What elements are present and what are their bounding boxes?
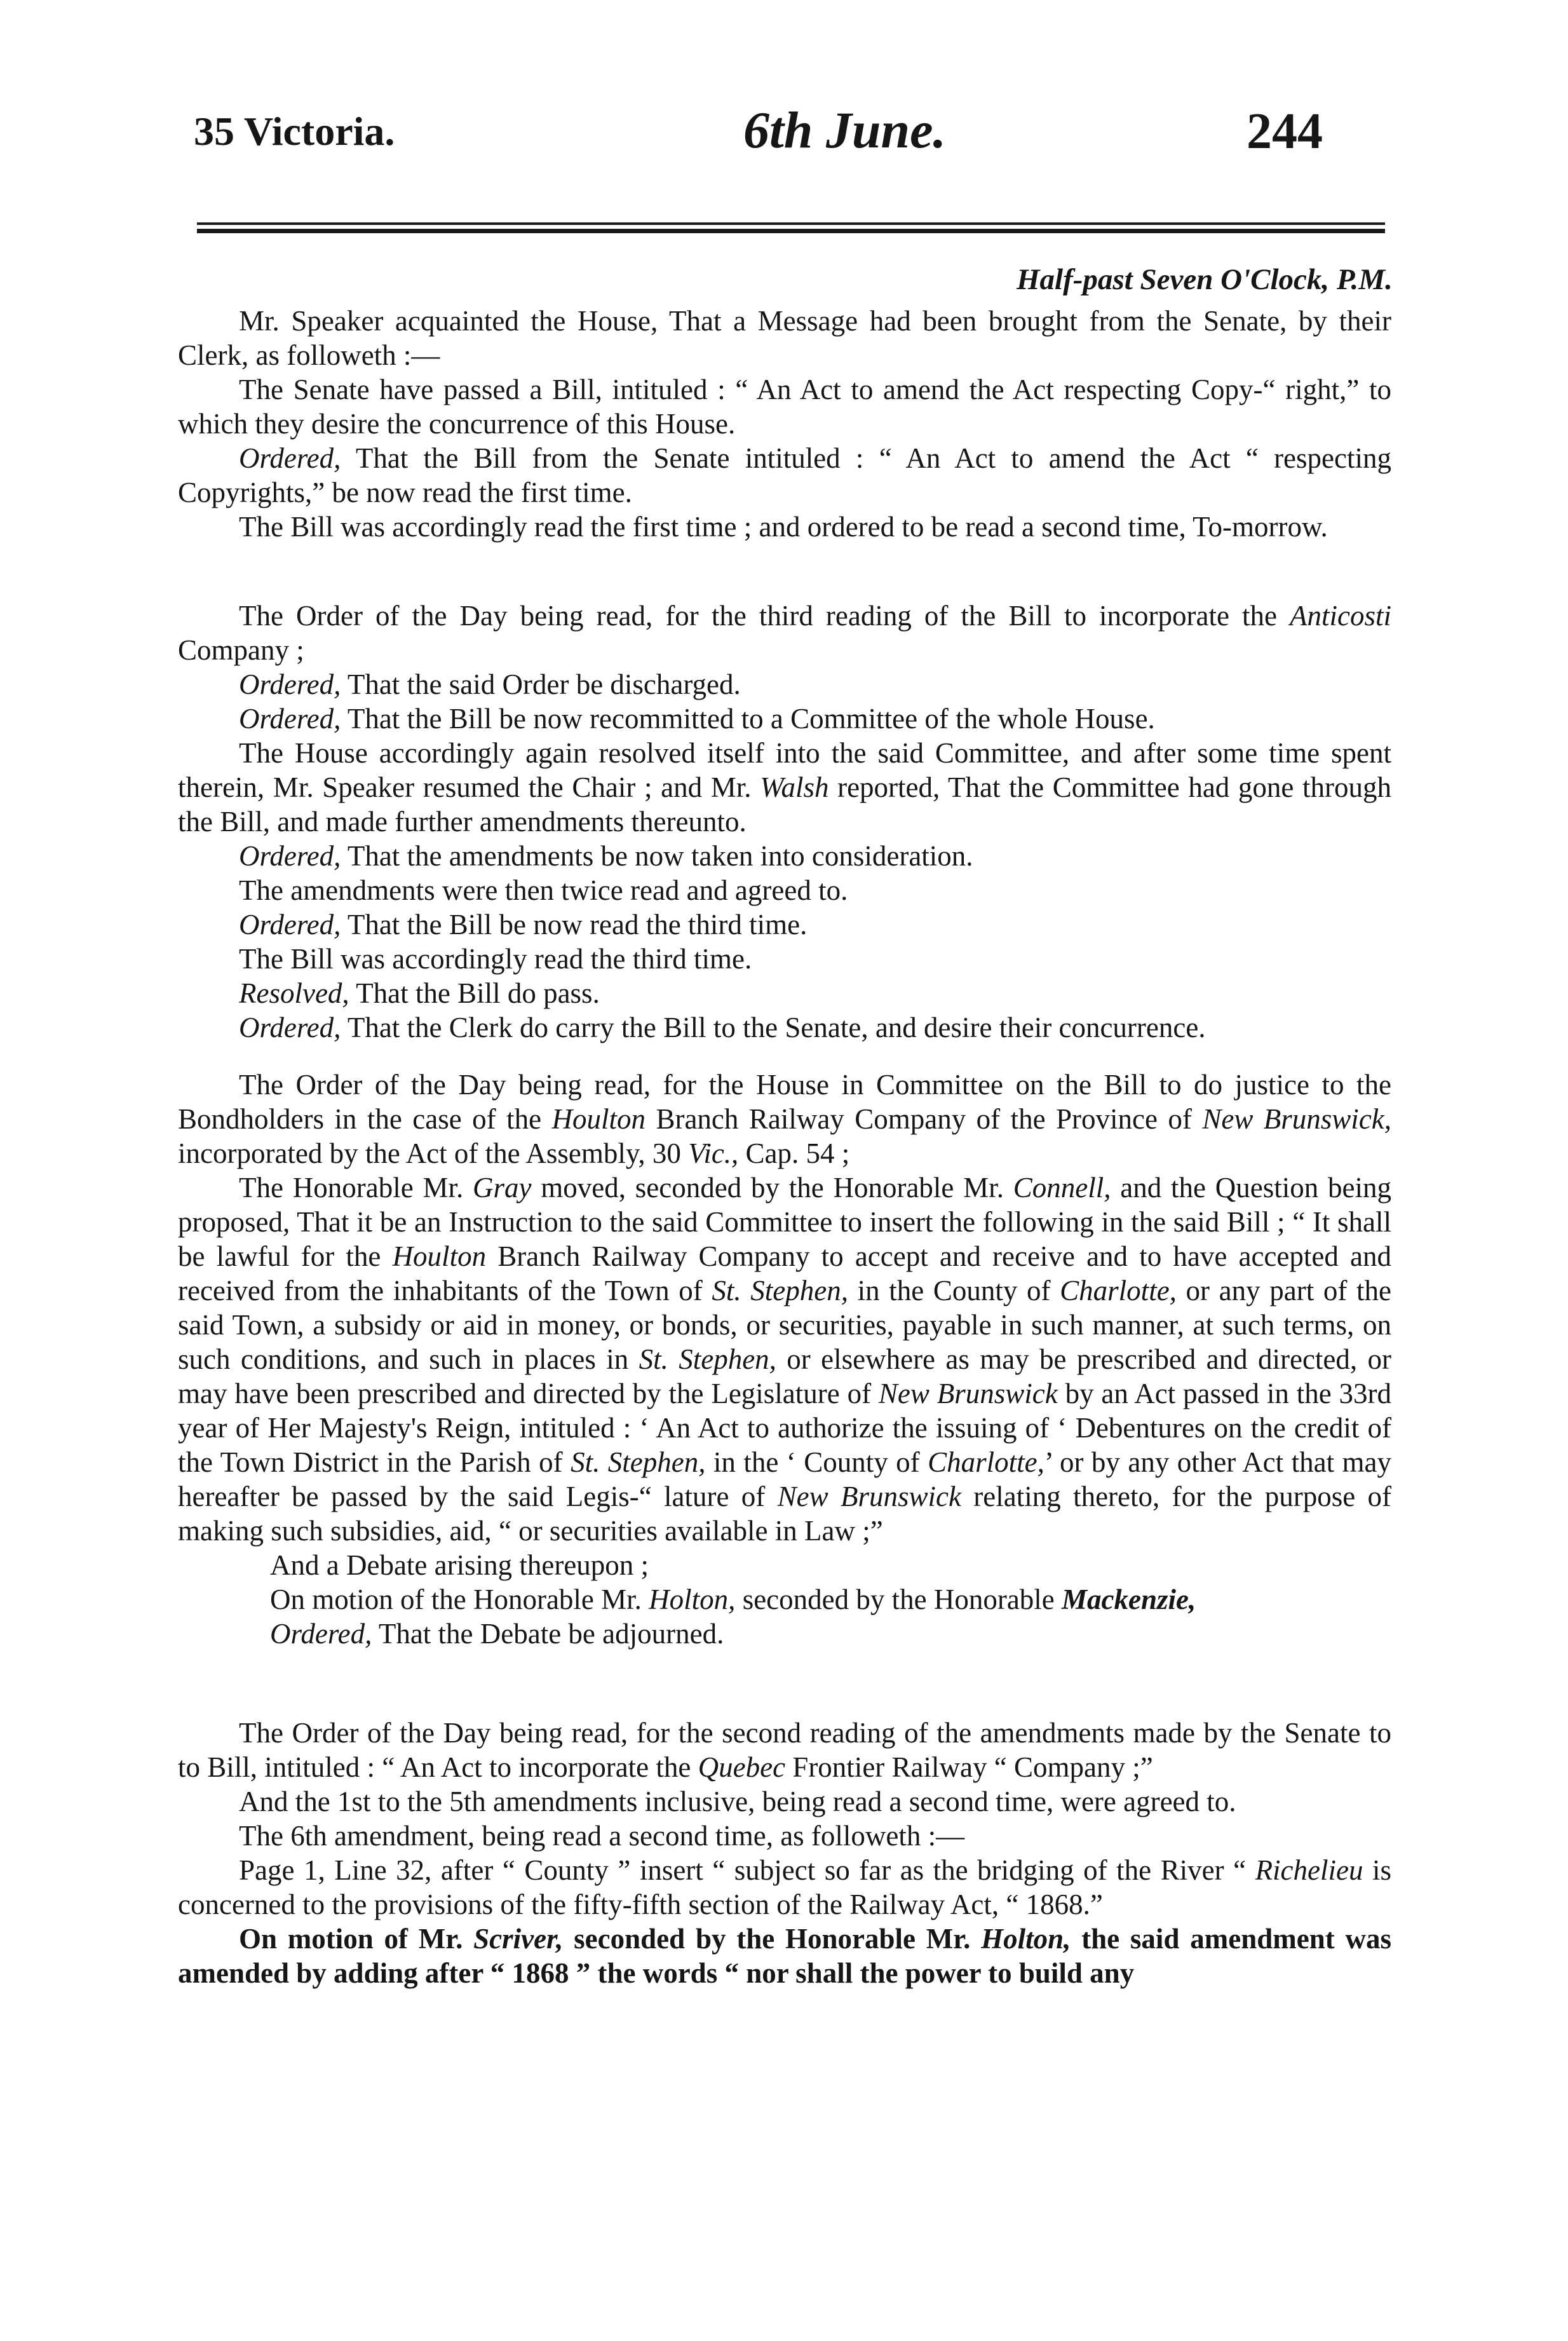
paragraph: The Order of the Day being read, for the House in Committee on the Bill to do justice to the Bondholders in the case of the Houlton Branch Railway Company of the Province of New Brunswick, incorporated by the Act of the Assembly, 30 Vic., Cap. 54 ; xyxy=(178,1069,1392,1169)
paragraph: And the 1st to the 5th amendments inclusive, being read a second time, were agreed to. xyxy=(239,1786,1236,1817)
section-quebec-frontier-bill xyxy=(178,1716,1391,1990)
paragraph: Ordered, That the Bill from the Senate intituled : “ An Act to amend the Act “ respecting Copyrights,” be now read the first time. xyxy=(178,442,1391,508)
paragraph: The Order of the Day being read, for the third reading of the Bill to incorporate the Anticosti Company ; xyxy=(178,600,1391,666)
section-houlton-bill xyxy=(178,1068,1391,1651)
paragraph: The Honorable Mr. Gray moved, seconded by the Honorable Mr. Connell, and the Question being proposed, That it be an Instruction to the said Committee to insert the following in the said Bill ; “ It shall be lawful for the Houlton Branch Railway Company to accept and receive and to have accepted and received from the inhabitants of the Town of St. Stephen, in the County of Charlotte, or any part of the said Town, a subsidy or aid in money, or bonds, or securities, payable in such manner, at such terms, on such conditions, and such in places in St. Stephen, or elsewhere as may be prescribed and directed, or may have been prescribed and directed by the Legislature of New Brunswick by an Act passed in the 33rd year of Her Majesty's Reign, intituled : ‘ An Act to authorize the issuing of ‘ Debentures on the credit of the Town District in the Parish of St. Stephen, in the ‘ County of Charlotte,’ or by any other Act that may hereafter be passed by the said Legis-“ lature of New Brunswick relating thereto, for the purpose of making such subsidies, aid, “ or securities available in Law ;” xyxy=(178,1172,1392,1547)
section-senate-message xyxy=(178,304,1391,544)
paragraph: Page 1, Line 32, after “ County ” insert “ subject so far as the bridging of the River “ Richelieu is concerned to the provisions of the fifty-fifth section of the Railway Act, “ 1868.” xyxy=(178,1854,1391,1920)
page-date: 6th June. xyxy=(743,101,946,159)
paragraph: And a Debate arising thereupon ; xyxy=(270,1549,649,1581)
paragraph: The Order of the Day being read, for the second reading of the amendments made by the Senate to to Bill, intituled : “ An Act to incorporate the Quebec Frontier Railway “ Company ;” xyxy=(178,1717,1391,1783)
paragraph: On motion of Mr. Scriver, seconded by the Honorable Mr. Holton, the said amendment was amended by adding after “ 1868 ” the words “ nor shall the power to build any xyxy=(178,1923,1391,1989)
paragraph: The amendments were then twice read and agreed to. xyxy=(239,874,848,906)
paragraph: The House accordingly again resolved itself into the said Committee, and after some time spent therein, Mr. Speaker resumed the Chair ; and Mr. Walsh reported, That the Committee had gone through the Bill, and made further amendments thereunto. xyxy=(178,737,1391,838)
header-rule-thick xyxy=(197,229,1385,233)
paragraph: The Senate have passed a Bill, intituled : “ An Act to amend the Act respecting Copy-“ right,” to which they desire the concurrence of this House. xyxy=(178,374,1391,440)
paragraph: The Bill was accordingly read the third time. xyxy=(239,943,752,975)
paragraph: Ordered, That the amendments be now taken into consideration. xyxy=(239,840,973,872)
paragraph: Ordered, That the Clerk do carry the Bill to the Senate, and desire their concurrence. xyxy=(239,1012,1206,1043)
paragraph: Ordered, That the Bill be now read the third time. xyxy=(239,909,808,940)
paragraph: Resolved, That the Bill do pass. xyxy=(239,977,600,1009)
header-rule-thin xyxy=(197,222,1385,225)
regnal-year: 35 Victoria. xyxy=(194,109,395,154)
paragraph: On motion of the Honorable Mr. Holton, seconded by the Honorable Mackenzie, xyxy=(270,1584,1196,1615)
page-number: 244 xyxy=(1247,104,1323,159)
paragraph: Ordered, That the said Order be discharged. xyxy=(239,668,741,700)
ordered-label: Ordered, xyxy=(239,442,341,474)
paragraph: Ordered, That the Bill be now recommitted to a Committee of the whole House. xyxy=(239,703,1155,735)
paragraph: The Bill was accordingly read the first time ; and ordered to be read a second time, To-morrow. xyxy=(239,511,1328,543)
time-note: Half-past Seven O'Clock, P.M. xyxy=(1017,263,1393,296)
paragraph: Mr. Speaker acquainted the House, That a Message had been brought from the Senate, by their Clerk, as followeth :— xyxy=(178,305,1391,371)
paragraph: The 6th amendment, being read a second time, as followeth :— xyxy=(239,1820,965,1852)
paragraph: Ordered, That the Debate be adjourned. xyxy=(270,1618,724,1650)
section-anticosti-bill xyxy=(178,599,1391,1045)
